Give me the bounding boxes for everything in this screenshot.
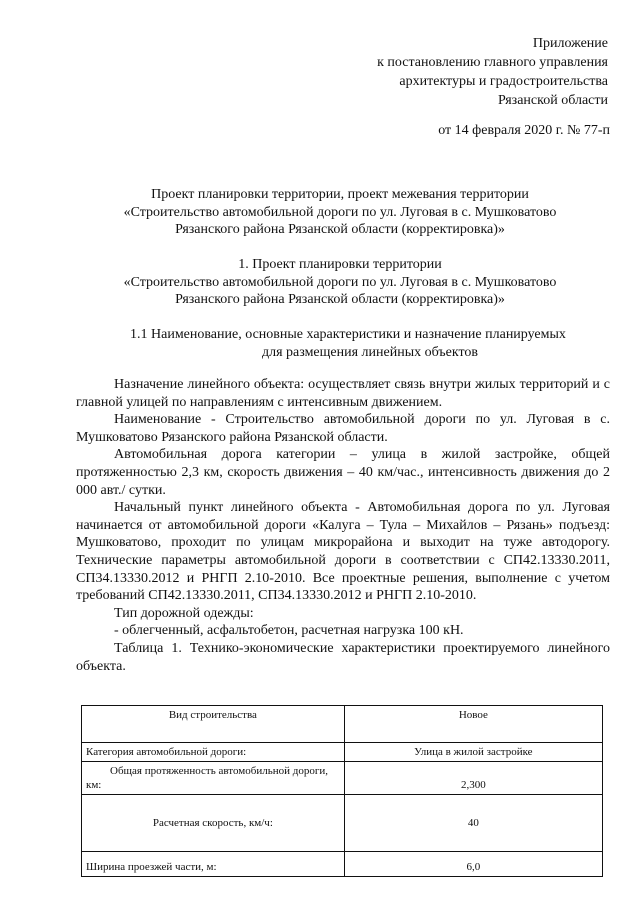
- table-cell-value: 2,300: [344, 762, 602, 795]
- section-1-title-line-3: Рязанского района Рязанской области (корректировка)»: [175, 292, 505, 307]
- order-date: от 14 февраля 2020 г. № 77-п: [438, 123, 610, 138]
- characteristics-table: [81, 705, 603, 877]
- document-title-line-1: Проект планировки территории, проект межевания территории: [151, 187, 529, 202]
- appendix-header: [377, 34, 608, 110]
- document-title-line-2: «Строительство автомобильной дороги по ул. Луговая в с. Мушковатово: [123, 204, 557, 220]
- table-cell-label: Ширина проезжей части, м:: [82, 852, 345, 877]
- paragraph-name: Наименование - Строительство автомобильной дороги по ул. Луговая в с. Мушковатово Рязанского района Рязанской области.: [76, 412, 610, 445]
- paragraph-category: Автомобильная дорога категории – улица в жилой застройке, общей протяженностью 2,3 км, скорость движения – 40 км/час., интенсивность движения до 2 000 авт./ сутки.: [76, 447, 610, 498]
- table-row: [82, 852, 603, 877]
- body-text: [76, 376, 610, 675]
- table-cell-value: Улица в жилой застройке: [344, 743, 602, 762]
- table-cell-value: 6,0: [344, 852, 602, 877]
- table-header-col2: Новое: [344, 706, 602, 743]
- table-header-row: [82, 706, 603, 743]
- table-row: [82, 795, 603, 852]
- table-header-col1: Вид строительства: [82, 706, 345, 743]
- section-1-title-line-1: 1. Проект планировки территории: [238, 257, 442, 272]
- table-cell-label: Категория автомобильной дороги:: [82, 743, 345, 762]
- appendix-line-3: архитектуры и градостроительства: [399, 74, 608, 89]
- section-1-1-title-line-2: для размещения линейных объектов: [261, 344, 479, 360]
- appendix-line-4: Рязанской области: [497, 93, 608, 108]
- paragraph-purpose: Назначение линейного объекта: осуществляет связь внутри жилых территорий и с главной улицей по направлениям с интенсивным движением.: [76, 377, 610, 410]
- table-row: [82, 762, 603, 795]
- appendix-line-2: к постановлению главного управления: [377, 55, 608, 70]
- table-cell-label: Расчетная скорость, км/ч:: [82, 795, 345, 852]
- appendix-line-1: Приложение: [532, 36, 608, 51]
- section-1-1-title: [130, 326, 610, 361]
- table-cell-label: Общая протяженность автомобильной дороги, км:: [82, 762, 345, 795]
- document-title: [60, 186, 620, 239]
- section-1-title-line-2: «Строительство автомобильной дороги по ул. Луговая в с. Мушковатово: [123, 274, 557, 290]
- section-1-title: [60, 256, 620, 309]
- paragraph-start-point: Начальный пункт линейного объекта - Автомобильная дорога по ул. Луговая начинается от автомобильной дороги «Калуга – Тула – Михайлов – Рязань» подъезд: Мушковатово, проходит по улицам микрорайона и выходит на туже автодорогу. Технические параметры автомобильной дороги в соответствии с СП42.13330.2011, СП34.13330.2012 и РНГП 2.10-2010. Все проектные решения, выполнение с учетом требований СП42.13330.2011, СП34.13330.2012 и РНГП 2.10-2010.: [76, 500, 610, 604]
- table-row: [82, 743, 603, 762]
- document-title-line-3: Рязанского района Рязанской области (корректировка)»: [175, 222, 505, 237]
- paragraph-pavement-type: Тип дорожной одежды:: [114, 605, 254, 621]
- table-cell-value: 40: [344, 795, 602, 852]
- paragraph-pavement-details: - облегченный, асфальтобетон, расчетная нагрузка 100 кН.: [114, 623, 464, 639]
- section-1-1-title-line-1: 1.1 Наименование, основные характеристики и назначение планируемых: [130, 327, 566, 342]
- paragraph-table-caption: Таблица 1. Технико-экономические характеристики проектируемого линейного объекта.: [76, 640, 610, 674]
